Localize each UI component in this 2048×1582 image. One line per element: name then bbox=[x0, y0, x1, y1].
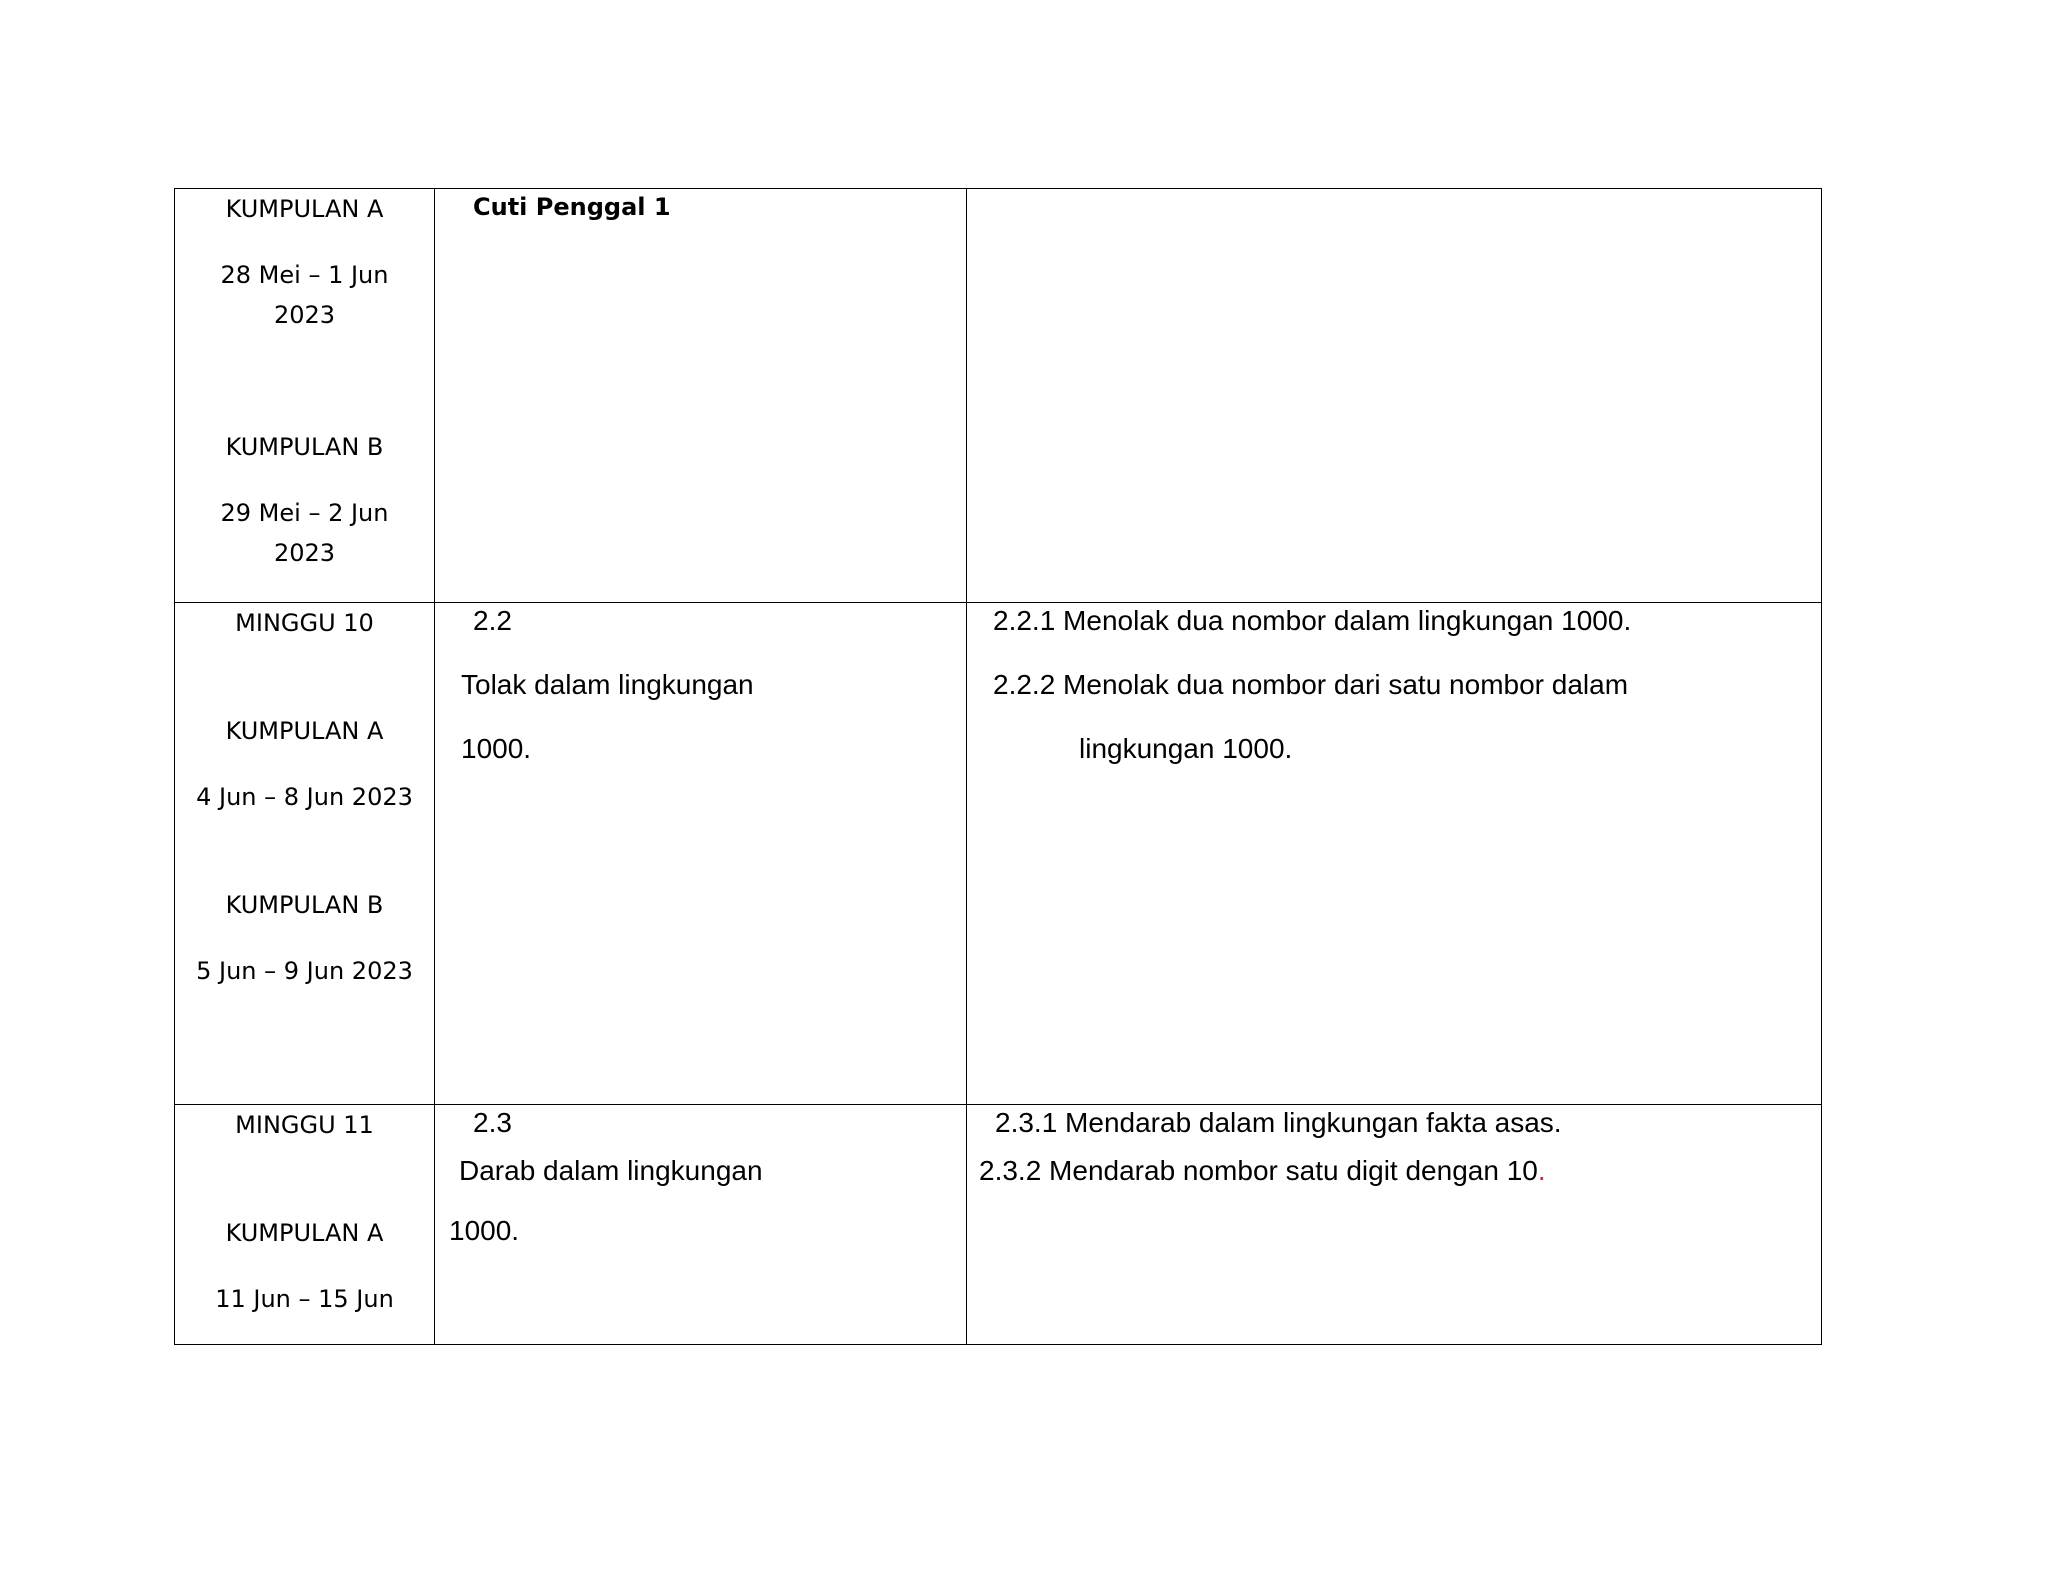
group-b-date: 29 Mei – 2 Jun bbox=[220, 499, 389, 527]
group-a-date: 4 Jun – 8 Jun 2023 bbox=[196, 783, 413, 811]
objectives-cell bbox=[967, 603, 1822, 1105]
objective-item: 2.2.1 Menolak dua nombor dalam lingkungan 1000. bbox=[993, 605, 1632, 636]
standard-code: 2.2 bbox=[473, 605, 512, 636]
objective-item bbox=[967, 1141, 1821, 1201]
objective-item: 2.2.2 Menolak dua nombor dari satu nombor dalam bbox=[993, 669, 1629, 700]
group-a-date: 28 Mei – 1 Jun bbox=[220, 261, 389, 289]
group-b-date: 5 Jun – 9 Jun 2023 bbox=[196, 957, 413, 985]
standard-cell bbox=[435, 603, 967, 1105]
group-b-label: KUMPULAN B bbox=[225, 891, 384, 919]
table-row bbox=[175, 1105, 1822, 1345]
objectives-cell bbox=[967, 1105, 1822, 1345]
group-a-year: 2023 bbox=[273, 301, 336, 329]
standard-title: Tolak dalam lingkungan bbox=[461, 669, 754, 700]
group-a-label: KUMPULAN A bbox=[225, 1219, 384, 1247]
table-row bbox=[175, 189, 1822, 603]
objective-text: 2.3.2 Mendarab nombor satu digit dengan 10 bbox=[979, 1155, 1538, 1186]
objective-item-cont: lingkungan 1000. bbox=[1079, 733, 1293, 764]
week-label: MINGGU 11 bbox=[235, 1111, 374, 1139]
objectives-cell bbox=[967, 189, 1822, 603]
week-cell bbox=[175, 1105, 435, 1345]
scheme-of-work-table bbox=[174, 188, 1822, 1345]
table-row bbox=[175, 603, 1822, 1105]
objective-item: 2.3.1 Mendarab dalam lingkungan fakta asas. bbox=[995, 1107, 1562, 1138]
objective-period: . bbox=[1537, 1155, 1546, 1186]
group-a-label: KUMPULAN A bbox=[225, 717, 384, 745]
group-a-label: KUMPULAN A bbox=[225, 195, 384, 223]
group-a-date: 11 Jun – 15 Jun bbox=[215, 1285, 394, 1313]
group-b-year: 2023 bbox=[273, 539, 336, 567]
standard-title: Darab dalam lingkungan bbox=[459, 1155, 763, 1186]
standard-title-cont: 1000. bbox=[449, 1215, 520, 1246]
group-b-label: KUMPULAN B bbox=[225, 433, 384, 461]
standard-code: 2.3 bbox=[473, 1107, 512, 1138]
week-label: MINGGU 10 bbox=[235, 609, 374, 637]
standard-cell bbox=[435, 189, 967, 603]
standard-cell bbox=[435, 1105, 967, 1345]
holiday-title: Cuti Penggal 1 bbox=[473, 193, 671, 221]
week-cell bbox=[175, 189, 435, 603]
standard-title-cont: 1000. bbox=[461, 733, 532, 764]
week-cell bbox=[175, 603, 435, 1105]
